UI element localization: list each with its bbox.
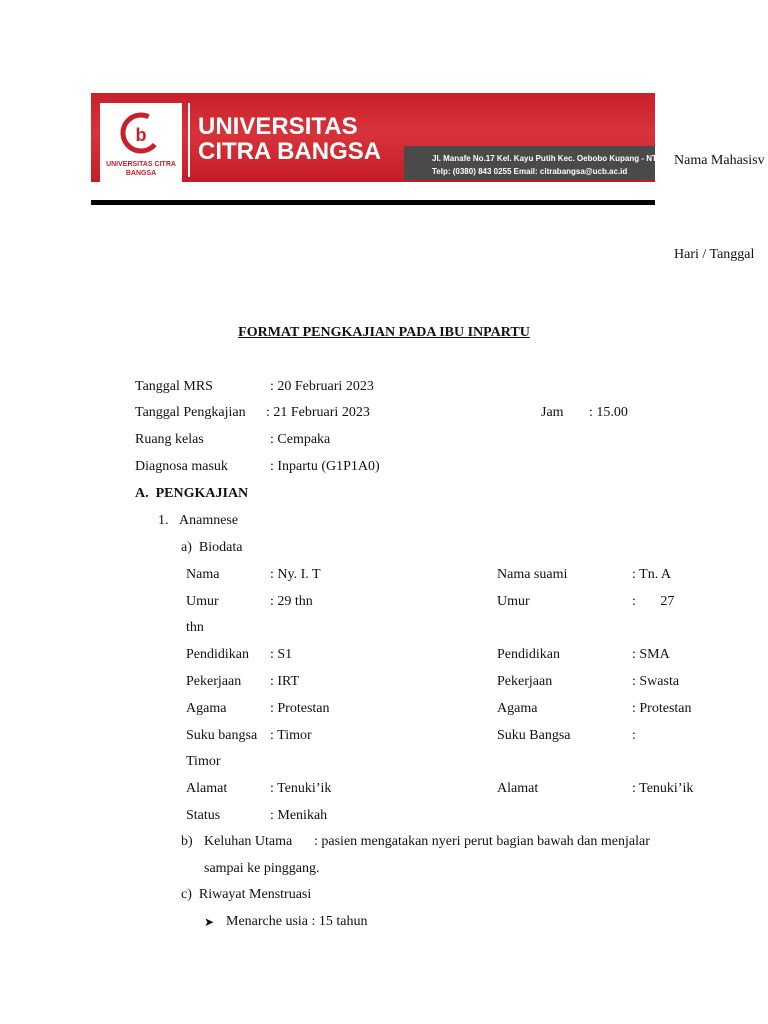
biodata-label: Agama (186, 701, 227, 716)
field-label: Diagnosa masuk (135, 459, 228, 474)
address-line: Jl. Manafe No.17 Kel. Kayu Putih Kec. Oebobo Kupang - NTT (432, 154, 662, 163)
biodata-label: Pendidikan (186, 647, 249, 662)
keluhan-text: : pasien mengatakan nyeri perut bagian bawah dan menjalar (314, 834, 650, 849)
biodata-value: : Tenuki’ik (632, 781, 694, 796)
biodata-value: : Protestan (270, 701, 330, 716)
jam-label: Jam (541, 405, 564, 420)
list-item: 1. Anamnese (158, 513, 239, 528)
biodata-value: : Tenuki’ik (270, 781, 332, 796)
biodata-label: Nama (186, 567, 220, 582)
field-value: : Inpartu (G1P1A0) (270, 459, 380, 474)
biodata-value: : Menikah (270, 808, 328, 823)
biodata-label: Status (186, 808, 221, 823)
biodata-value: : Swasta (632, 674, 680, 689)
logo-caption: UNIVERSITAS CITRA BANGSA (106, 161, 176, 177)
biodata-wrap: Timor (186, 754, 221, 769)
biodata-label: Umur (497, 594, 530, 609)
biodata-value: : (632, 728, 636, 743)
field-value: : 21 Februari 2023 (266, 405, 370, 420)
biodata-label: Agama (497, 701, 538, 716)
biodata-value: : Timor (270, 728, 312, 743)
field-label: Tanggal Pengkajian (135, 405, 246, 420)
field-label: Tanggal MRS (135, 379, 213, 394)
jam-value: : 15.00 (589, 405, 628, 420)
biodata-label: Alamat (186, 781, 228, 796)
biodata-label: Suku bangsa (186, 728, 258, 743)
biodata-label: Umur (186, 594, 219, 609)
biodata-label: Nama suami (497, 567, 568, 582)
list-item: c) Riwayat Menstruasi (181, 887, 312, 902)
biodata-label: Pekerjaan (497, 674, 553, 689)
list-marker: b) (181, 834, 193, 849)
page-title: FORMAT PENGKAJIAN PADA IBU INPARTU (238, 325, 530, 340)
keluhan-label: Keluhan Utama (204, 834, 293, 849)
list-item: a) Biodata (181, 540, 243, 555)
field-value: : 20 Februari 2023 (270, 379, 374, 394)
biodata-value: : Ny. I. T (270, 567, 321, 582)
biodata-label: Suku Bangsa (497, 728, 571, 743)
university-name: UNIVERSITAS CITRA BANGSA (198, 113, 382, 165)
biodata-value: : SMA (632, 647, 670, 662)
biodata-value: : Protestan (632, 701, 692, 716)
hari-tanggal-label: Hari / Tanggal (674, 247, 755, 262)
biodata-value: : IRT (270, 674, 300, 689)
nama-mahasiswa-label: Nama Mahasisv (674, 153, 765, 168)
keluhan-text: sampai ke pinggang. (204, 861, 320, 876)
biodata-value: : 29 thn (270, 594, 313, 609)
svg-text:b: b (135, 125, 147, 145)
section-heading: A. PENGKAJIAN (135, 486, 249, 501)
list-item: Menarche usia : 15 tahun (226, 914, 368, 929)
banner-divider (188, 103, 190, 177)
biodata-wrap: thn (186, 620, 204, 635)
field-label: Ruang kelas (135, 432, 204, 447)
biodata-label: Pendidikan (497, 647, 560, 662)
field-value: : Cempaka (270, 432, 331, 447)
biodata-label: Alamat (497, 781, 539, 796)
letterhead-rule (91, 200, 655, 205)
contact-line: Telp: (0380) 843 0255 Email: citrabangsa@ucb.ac.id (432, 167, 628, 176)
arrow-bullet-icon: ➤ (204, 915, 215, 929)
biodata-value: : 27 (632, 594, 675, 609)
biodata-label: Pekerjaan (186, 674, 242, 689)
biodata-value: : S1 (270, 647, 293, 662)
biodata-value: : Tn. A (632, 567, 672, 582)
